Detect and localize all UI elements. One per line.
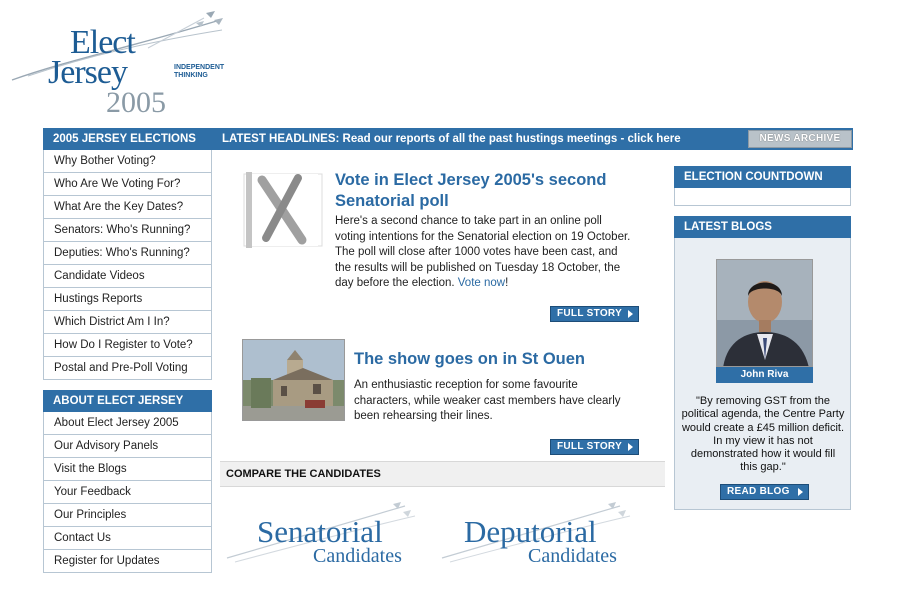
nav-item-why-bother-voting[interactable]: Why Bother Voting? [43,150,212,173]
deputorial-sub-label: Candidates [528,545,617,567]
story-1-full-story-button[interactable] [550,306,639,322]
nav-heading-elections: 2005 JERSEY ELECTIONS [43,128,212,150]
story-1-title[interactable]: Vote in Elect Jersey 2005's second Senatorial poll [335,171,607,210]
deputorial-candidates-link[interactable] [440,500,640,570]
compare-candidates-bar [220,461,665,487]
vote-now-link[interactable]: Vote now [457,277,506,289]
latest-headlines-bar [212,128,853,150]
nav-item-our-principles[interactable]: Our Principles [43,504,212,527]
arrow-right-icon [628,443,633,451]
election-countdown-box [674,188,851,206]
blogger-name: John Riva [716,367,813,383]
story-2-body: An enthusiastic reception for some favourite characters, while weaker cast members have clearly been rehearsing their lines. [354,379,621,422]
latest-blogs-panel [674,238,851,510]
blog-quote: "By removing GST from the political agenda, the Centre Party would create a £45 million deficit. In my view it has not demonstrated how it would fill this gap." [681,395,845,474]
nav-item-register-to-vote[interactable]: How Do I Register to Vote? [43,334,212,357]
nav-item-contact-us[interactable]: Contact Us [43,527,212,550]
nav-item-deputies-running[interactable]: Deputies: Who's Running? [43,242,212,265]
senatorial-label: Senatorial [257,514,383,549]
story-1-body-text: Here's a second chance to take part in an online poll voting intentions for the Senatorial election on 19 October. The poll will close after 1000 votes have been cast, and the results will be published on Tuesday 18 October, the day before the election. [335,215,631,289]
arrow-right-icon [628,310,633,318]
story-2-full-story-button[interactable] [550,439,639,455]
read-blog-button[interactable] [720,484,809,500]
ballot-x-icon [240,170,326,250]
story-1-link-suffix: ! [505,277,509,289]
arrow-right-icon [798,488,803,496]
nav-item-about-elect-jersey[interactable]: About Elect Jersey 2005 [43,412,212,435]
nav-item-key-dates[interactable]: What Are the Key Dates? [43,196,212,219]
deputorial-label: Deputorial [464,514,597,549]
nav-list-elections [43,150,212,380]
news-archive-button[interactable]: NEWS ARCHIVE [748,130,852,148]
st-ouen-church-photo[interactable] [242,339,345,421]
nav-item-candidate-videos[interactable]: Candidate Videos [43,265,212,288]
logo-word-jersey: Jersey [48,54,127,91]
nav-item-which-district[interactable]: Which District Am I In? [43,311,212,334]
nav-list-about [43,412,212,573]
senatorial-candidates-link[interactable] [225,500,425,570]
full-story-label: FULL STORY [557,441,623,452]
nav-item-visit-blogs[interactable]: Visit the Blogs [43,458,212,481]
nav-item-register-updates[interactable]: Register for Updates [43,550,212,573]
logo-year: 2005 [106,86,166,119]
nav-heading-about: ABOUT ELECT JERSEY [43,390,212,412]
story-2-title[interactable]: The show goes on in St Ouen [354,350,586,368]
nav-item-who-are-we-voting-for[interactable]: Who Are We Voting For? [43,173,212,196]
church-image [243,340,345,421]
elect-jersey-logo[interactable] [8,8,248,123]
senatorial-sub-label: Candidates [313,545,402,567]
read-blog-label: READ BLOG [727,486,790,497]
nav-item-your-feedback[interactable]: Your Feedback [43,481,212,504]
nav-item-senators-running[interactable]: Senators: Who's Running? [43,219,212,242]
compare-candidates-title: COMPARE THE CANDIDATES [226,468,381,480]
nav-item-postal-voting[interactable]: Postal and Pre-Poll Voting [43,357,212,380]
nav-item-advisory-panels[interactable]: Our Advisory Panels [43,435,212,458]
election-countdown-heading: ELECTION COUNTDOWN [674,166,851,188]
logo-tagline: INDEPENDENT THINKING [174,64,225,79]
latest-headlines-link[interactable]: LATEST HEADLINES: Read our reports of all the past hustings meetings - click here [222,133,681,145]
nav-item-hustings-reports[interactable]: Hustings Reports [43,288,212,311]
blogger-portrait-image [717,260,813,367]
story-1-body [335,214,635,292]
logo-word-elect: Elect [70,24,135,61]
latest-blogs-heading: LATEST BLOGS [674,216,851,238]
full-story-label: FULL STORY [557,308,623,319]
blogger-photo[interactable] [716,259,813,367]
